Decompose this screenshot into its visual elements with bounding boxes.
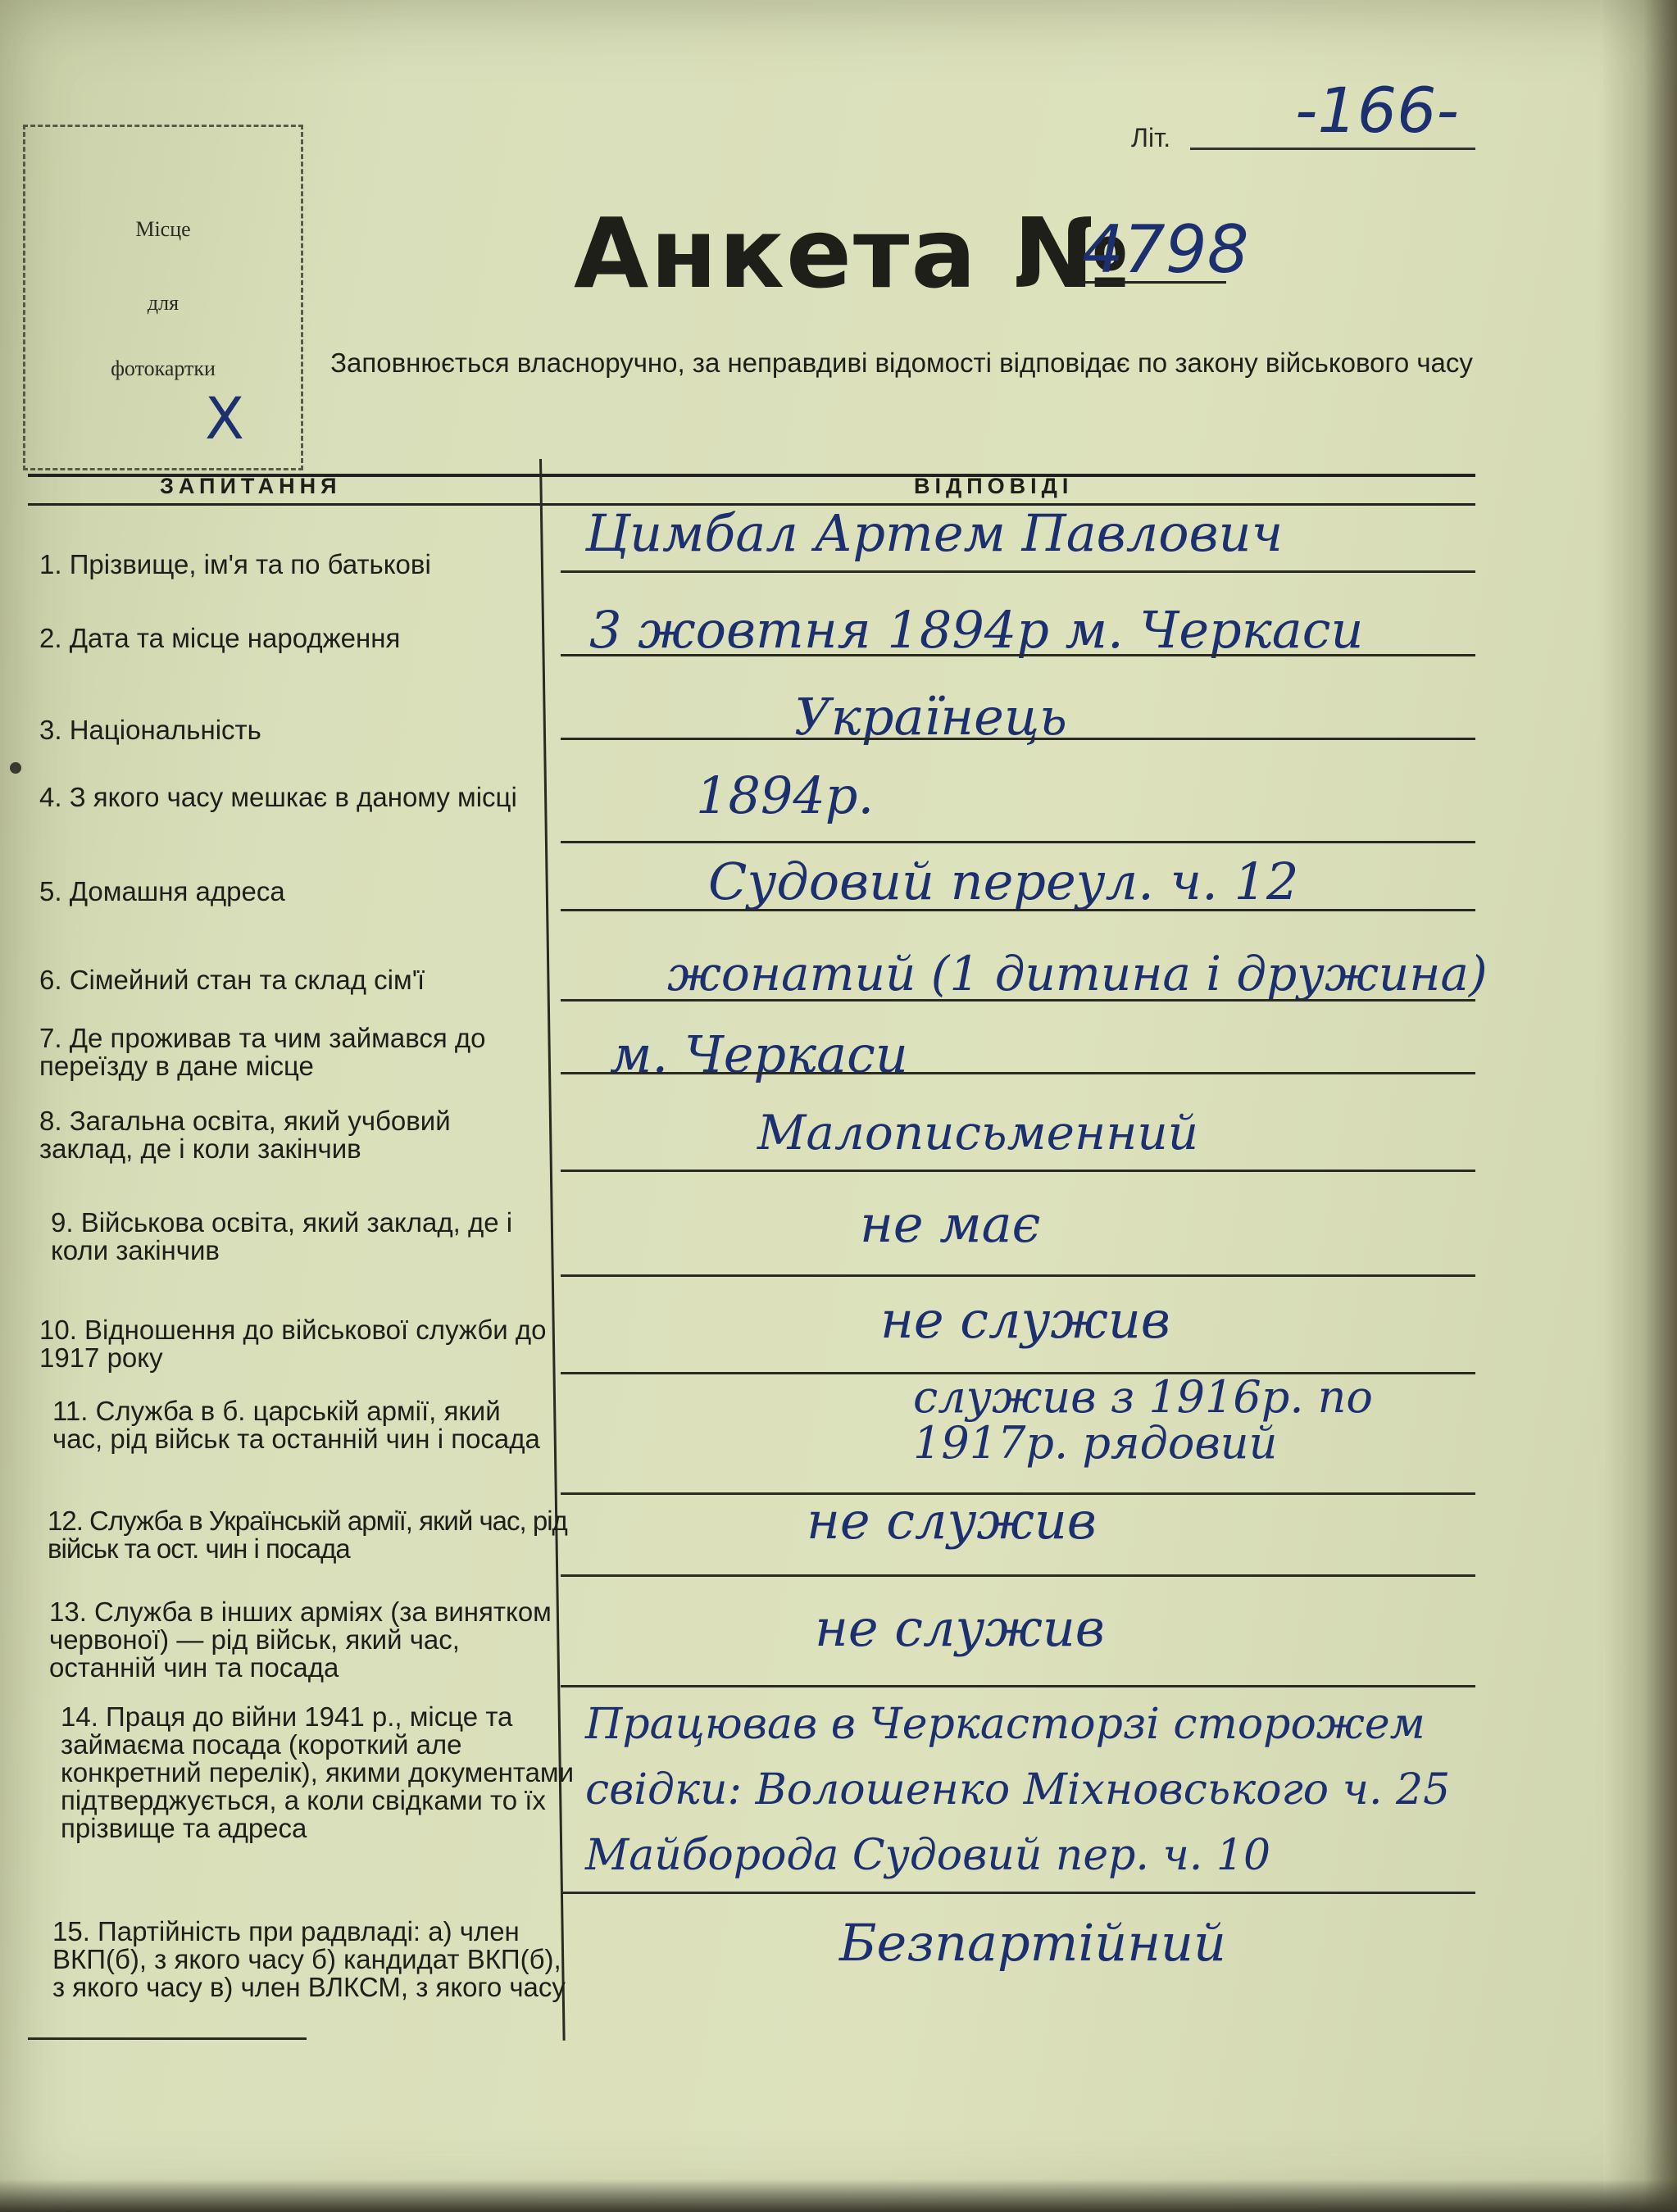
- lit-underline: [1190, 148, 1475, 150]
- answer-line: [561, 841, 1475, 843]
- answer-12: не служив: [807, 1491, 1097, 1551]
- answer-15: Безпартійний: [839, 1913, 1226, 1973]
- question-2: 2. Дата та місце народження: [39, 623, 401, 653]
- number-underline: [1080, 281, 1226, 284]
- table-row: [28, 1582, 1475, 1688]
- lit-value: -166-: [1295, 74, 1459, 147]
- question-4: 4. З якого часу мешкає в даному місці: [39, 782, 517, 812]
- answer-line: [561, 1574, 1475, 1577]
- question-7: 7. Де проживав та чим займався до переїзду в дане місце: [39, 1023, 486, 1081]
- answer-1: Цимбал Артем Павлович: [585, 503, 1284, 563]
- answer-11: служив з 1916р. по 1917р. рядовий: [913, 1371, 1373, 1469]
- answer-line: [561, 570, 1475, 573]
- form-title: Анкета №: [574, 197, 1132, 310]
- questions-header: ЗАПИТАННЯ: [160, 474, 342, 498]
- question-8: 8. Загальна освіта, який учбовий заклад, де і коли закінчив: [39, 1106, 451, 1164]
- answer-13: не служив: [815, 1598, 1105, 1658]
- table-row: [28, 503, 1475, 590]
- answer-line: [561, 654, 1475, 656]
- folder-edge: [1603, 0, 1677, 2212]
- answer-line: [561, 1274, 1475, 1277]
- question-5: 5. Домашня адреса: [39, 876, 285, 906]
- answer-10: не служив: [880, 1290, 1170, 1350]
- answer-line: [561, 738, 1475, 740]
- answer-line: [561, 999, 1475, 1002]
- answer-4: 1894р.: [696, 765, 875, 825]
- question-1: 1. Прізвище, ім'я та по батькові: [39, 549, 431, 579]
- question-6: 6. Сімейний стан та склад сім'ї: [39, 965, 425, 995]
- table-row: [28, 680, 1475, 770]
- photo-label-2: для: [147, 291, 180, 315]
- answer-3: Українець: [794, 687, 1067, 747]
- question-11: 11. Служба в б. царській армії, який час, рід військ та останній чин і посада: [52, 1396, 540, 1454]
- answer-9: не має: [860, 1194, 1041, 1254]
- question-12: 12. Служба в Українській армії, який час, рід військ та ост. чин і посада: [48, 1506, 567, 1564]
- answer-8: Малописьменний: [757, 1105, 1199, 1161]
- page-shadow: [0, 2179, 1677, 2212]
- table-row: [28, 590, 1475, 680]
- form-number: 4798: [1082, 211, 1249, 288]
- table-row: [28, 1688, 1475, 1893]
- answer-line: [561, 1170, 1475, 1172]
- lit-label: Літ.: [1131, 123, 1171, 152]
- question-9: 9. Військова освіта, який заклад, де і коли закінчив: [51, 1207, 513, 1265]
- table-row: [28, 1176, 1475, 1274]
- question-14: 14. Праця до війни 1941 р., місце та займаєма посада (короткий але конкретний перелік), якими документами підтверджується, а коли свідками то їх прізвище та адреса: [61, 1701, 575, 1843]
- question-3: 3. Національність: [39, 715, 261, 745]
- table-row: [28, 938, 1488, 1016]
- form-subtitle: Заповнюється власноручно, за неправдиві відомості відповідає по закону військового часу: [330, 347, 1473, 378]
- answer-2: 3 жовтня 1894р м. Черкаси: [589, 600, 1364, 660]
- question-15: 15. Партійність при радвладі: а) член ВКП(б), з якого часу б) кандидат ВКП(б), з якого часу в) член ВЛКСМ, з якого часу: [52, 1916, 566, 2002]
- table-row: [28, 1279, 1475, 1373]
- binding-hole: [10, 762, 21, 774]
- answer-line: [561, 1072, 1475, 1074]
- photo-placeholder: [23, 125, 303, 470]
- photo-label-1: Місце: [135, 217, 191, 241]
- table-row: [28, 1893, 1475, 2041]
- answer-5: Судовий переул. ч. 12: [708, 852, 1299, 911]
- question-10: 10. Відношення до військової служби до 1917 року: [39, 1315, 547, 1373]
- photo-label-3: фотокартки: [111, 357, 216, 380]
- answer-line: [561, 909, 1475, 911]
- answers-header: ВІДПОВІДІ: [914, 474, 1074, 498]
- table-row: [28, 1016, 1475, 1094]
- table-row: [28, 1094, 1475, 1176]
- table-row: [28, 1373, 1475, 1492]
- answer-line: [28, 2037, 307, 2040]
- photo-mark: Х: [205, 385, 244, 452]
- answer-14: Працював в Черкасторзі сторожем свідки: Волошенко Міхновського ч. 25 Майборода Судовий пер. ч. 10: [585, 1700, 1451, 1880]
- table-row: [28, 765, 1475, 848]
- table-row: [28, 848, 1475, 938]
- table-row: [28, 1491, 1475, 1578]
- answer-line: [561, 1685, 1475, 1687]
- answer-6: жонатий (1 дитина і дружина): [667, 946, 1488, 1002]
- answer-7: м. Черкаси: [610, 1024, 908, 1084]
- question-13: 13. Служба в інших арміях (за винятком червоної) — рід військ, який час, останній чин та посада: [49, 1597, 552, 1683]
